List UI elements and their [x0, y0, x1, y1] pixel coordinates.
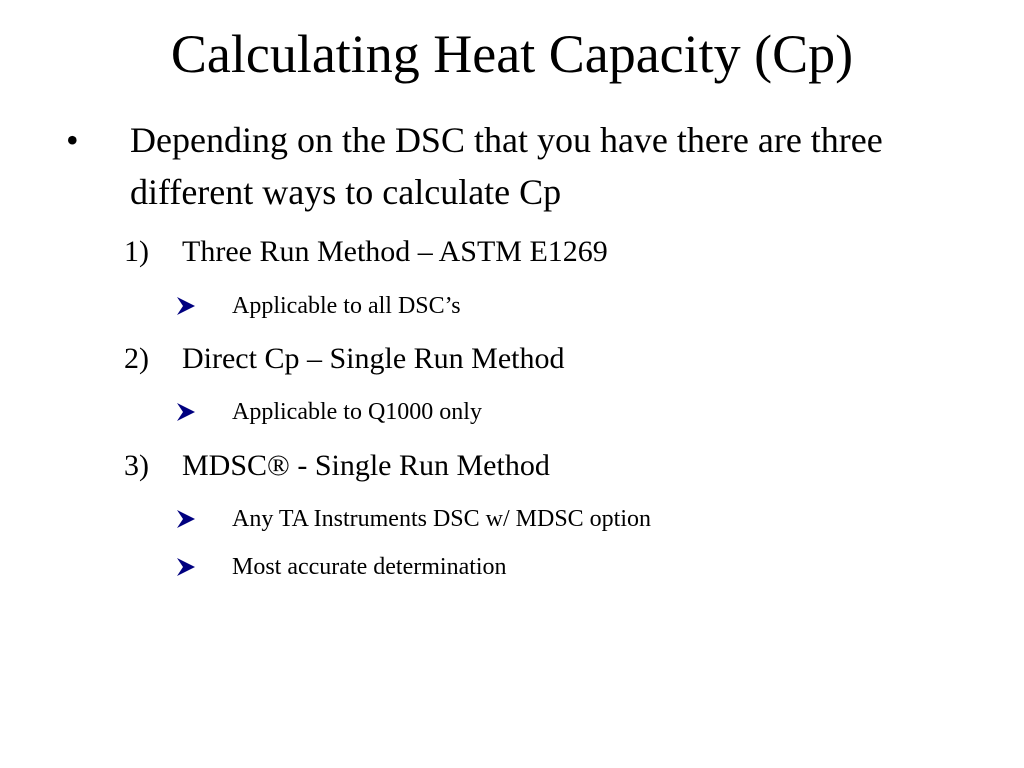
note-text: Any TA Instruments DSC w/ MDSC option: [232, 506, 652, 532]
slide-title: Calculating Heat Capacity (Cp): [170, 24, 854, 84]
method-number: 2): [124, 342, 149, 375]
note-text: Most accurate determination: [232, 554, 507, 580]
arrow-bullet-icon: [176, 557, 196, 577]
method-label: Direct Cp – Single Run Method: [182, 342, 565, 375]
method-label: MDSC® - Single Run Method: [182, 449, 550, 482]
method-number: 3): [124, 449, 149, 482]
method-label: Three Run Method – ASTM E1269: [182, 235, 608, 268]
note-text: Applicable to all DSC’s: [232, 293, 461, 319]
note-text: Applicable to Q1000 only: [232, 399, 482, 425]
arrow-bullet-icon: [176, 402, 196, 422]
main-bullet-text: Depending on the DSC that you have there are three different ways to calculate Cp: [130, 120, 883, 212]
method-number: 1): [124, 235, 149, 268]
arrow-bullet-icon: [176, 296, 196, 316]
bullet-dot: •: [66, 120, 79, 160]
arrow-bullet-icon: [176, 509, 196, 529]
